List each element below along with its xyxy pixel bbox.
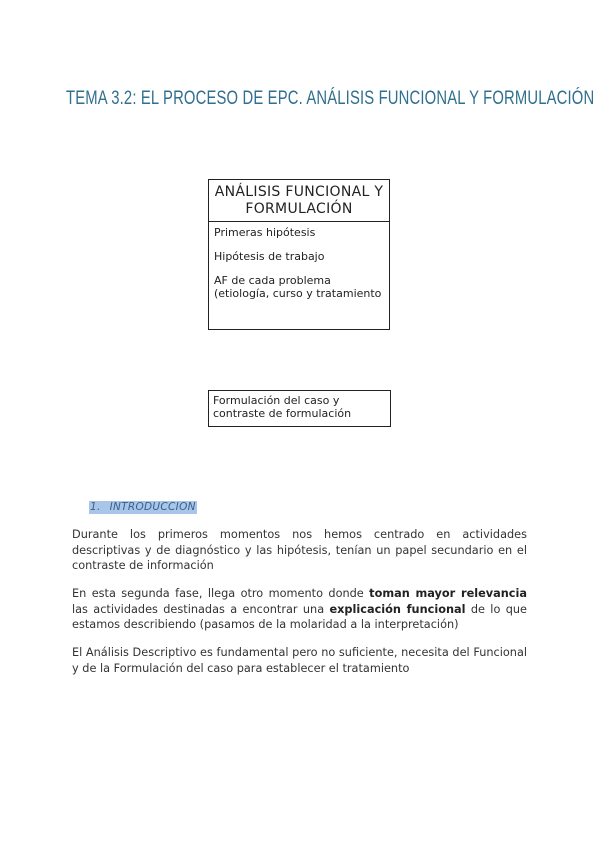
paragraph-1: Durante los primeros momentos nos hemos centrado en actividades descriptivas y de diagnóstico y las hipótesis, tenían un papel secundario en el contraste de información — [72, 528, 527, 573]
analysis-box-items — [209, 222, 389, 300]
analysis-box-header: ANÁLISIS FUNCIONAL Y FORMULACIÓN — [209, 180, 389, 222]
analysis-item-working-hypotheses: Hipótesis de trabajo — [214, 250, 325, 263]
paragraph-2-text-e: de lo que estamos describiendo (pasamos de la molaridad a la interpretación) — [72, 602, 527, 632]
paragraph-2-bold-relevance: toman mayor relevancia — [369, 587, 527, 600]
paragraph-3: El Análisis Descriptivo es fundamental pero no suficiente, necesita del Funcional y de la Formulación del caso para establecer el tratamiento — [72, 646, 527, 675]
formulation-box: Formulación del caso y contraste de formulación — [208, 390, 391, 427]
paragraph-2-text-a: En esta segunda fase, llega otro momento donde — [72, 587, 370, 600]
analysis-item-af-problem: AF de cada problema (etiología, curso y tratamiento — [214, 274, 382, 300]
section-title: INTRODUCCION — [109, 501, 196, 513]
section-number: 1. — [90, 501, 101, 513]
page-title: TEMA 3.2: EL PROCESO DE EPC. ANÁLISIS FUNCIONAL Y FORMULACIÓN — [66, 88, 595, 109]
paragraph-2-text-c: las actividades destinadas a encontrar una — [72, 602, 330, 616]
analysis-box — [208, 179, 390, 330]
section-heading — [89, 501, 197, 514]
paragraph-2 — [72, 586, 527, 633]
paragraph-2-bold-functional: explicación funcional — [329, 602, 466, 616]
analysis-item-first-hypotheses: Primeras hipótesis — [214, 226, 316, 239]
